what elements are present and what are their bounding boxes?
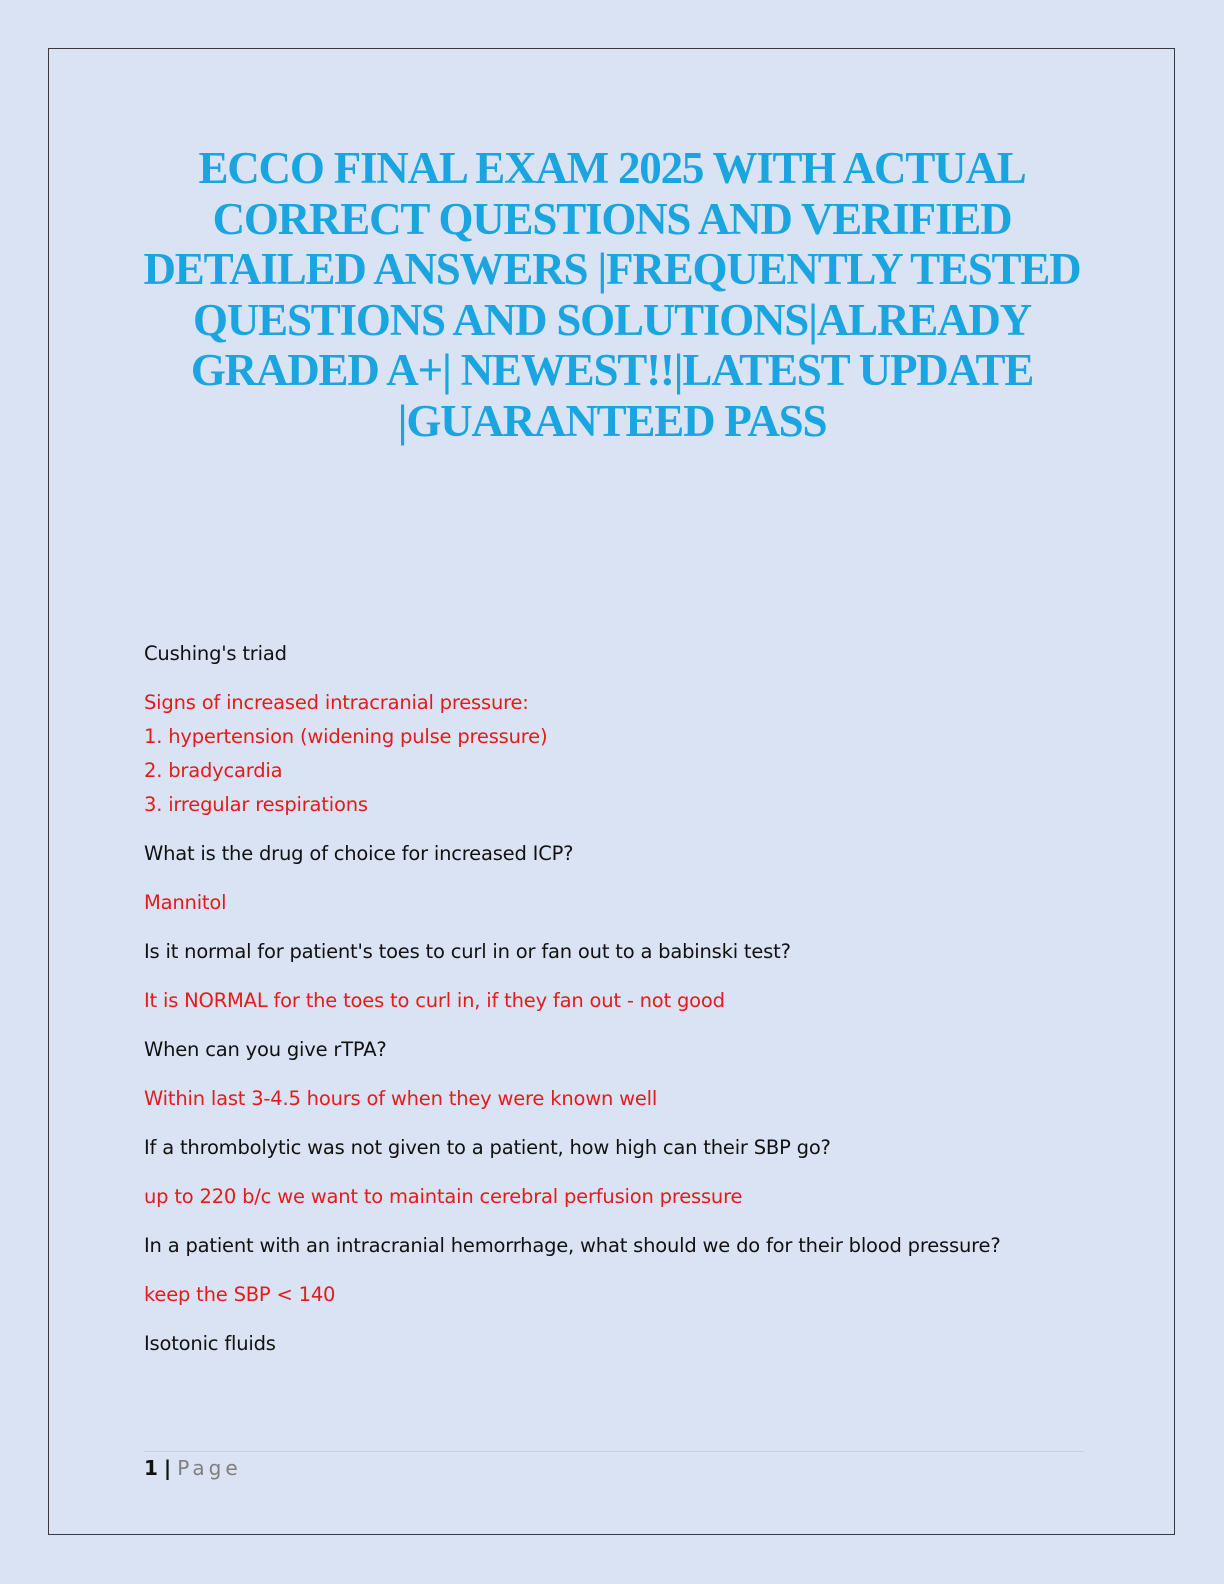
footer-separator: |	[163, 1456, 172, 1480]
question-icp-drug	[144, 837, 1084, 871]
question-ich-blood-pressure	[144, 1229, 1084, 1263]
question-text: If a thrombolytic was not given to a patient, how high can their SBP go?	[144, 1136, 831, 1159]
question-babinski	[144, 935, 1084, 969]
answer-babinski	[144, 984, 1084, 1018]
answer-line: keep the SBP < 140	[144, 1283, 336, 1306]
answer-sbp-no-thrombolytic	[144, 1180, 1084, 1214]
question-text: Isotonic fluids	[144, 1332, 276, 1355]
question-rtpa	[144, 1033, 1084, 1067]
answer-cushings-triad	[144, 686, 1084, 822]
question-text: What is the drug of choice for increased ICP?	[144, 842, 574, 865]
answer-line: It is NORMAL for the toes to curl in, if they fan out - not good	[144, 989, 725, 1012]
document-title: ECCO FINAL EXAM 2025 WITH ACTUAL CORRECT QUESTIONS AND VERIFIED DETAILED ANSWERS |FREQUENTLY TESTED QUESTIONS AND SOLUTIONS|ALREADY GRADED A+| NEWEST!!|LATEST UPDATE |GUARANTEED PASS	[143, 143, 1081, 446]
footer-divider	[144, 1451, 1084, 1452]
question-text: When can you give rTPA?	[144, 1038, 387, 1061]
question-text: Is it normal for patient's toes to curl in or fan out to a babinski test?	[144, 940, 791, 963]
page-number: 1	[144, 1456, 158, 1480]
answer-line: Within last 3-4.5 hours of when they were known well	[144, 1087, 658, 1110]
answer-line: Signs of increased intracranial pressure:	[144, 691, 529, 714]
page-label: Page	[177, 1456, 242, 1480]
answer-line: up to 220 b/c we want to maintain cerebral perfusion pressure	[144, 1185, 743, 1208]
question-text: In a patient with an intracranial hemorrhage, what should we do for their blood pressure?	[144, 1234, 1001, 1257]
answer-line: Mannitol	[144, 891, 227, 914]
question-cushings-triad	[144, 637, 1084, 671]
page-footer	[144, 1455, 242, 1481]
answer-icp-drug	[144, 886, 1084, 920]
answer-rtpa	[144, 1082, 1084, 1116]
answer-ich-blood-pressure	[144, 1278, 1084, 1312]
question-isotonic-fluids	[144, 1327, 1084, 1361]
question-sbp-no-thrombolytic	[144, 1131, 1084, 1165]
answer-line: 2. bradycardia	[144, 759, 283, 782]
answer-line: 3. irregular respirations	[144, 793, 368, 816]
answer-line: 1. hypertension (widening pulse pressure)	[144, 725, 548, 748]
qa-content	[144, 637, 1084, 1376]
question-text: Cushing's triad	[144, 642, 287, 665]
